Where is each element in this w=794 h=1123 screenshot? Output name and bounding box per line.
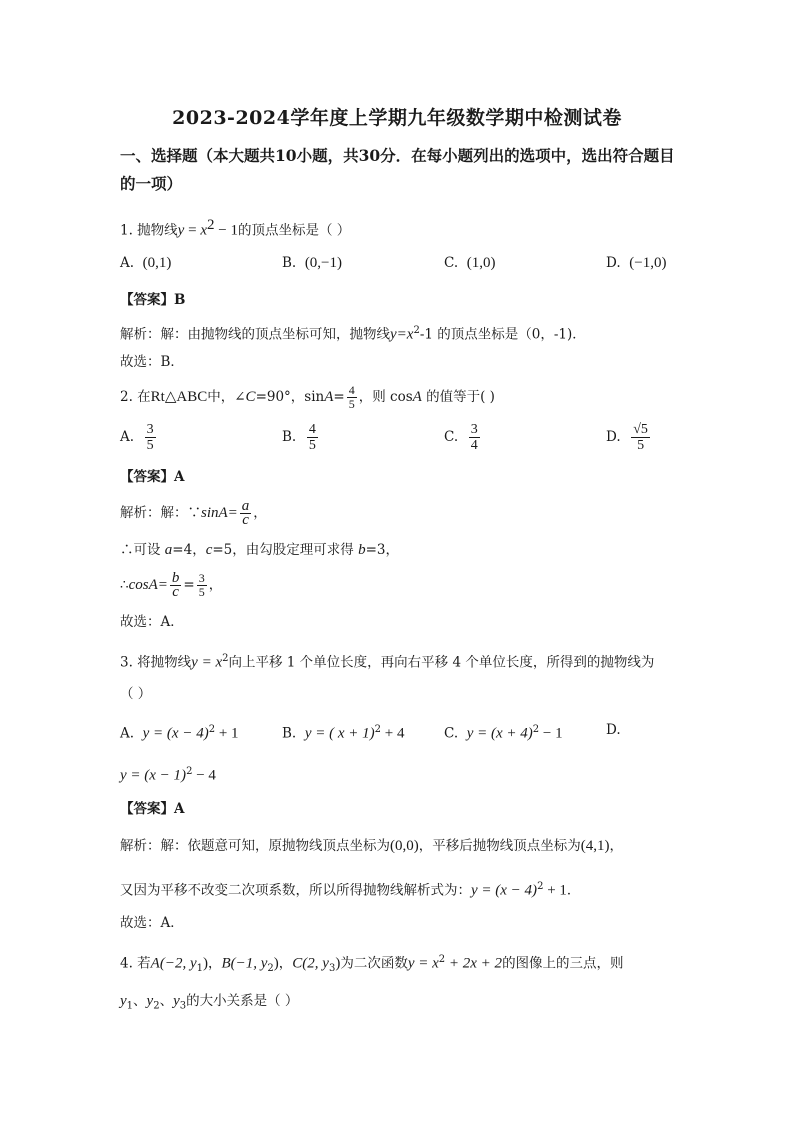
q3-option-d[interactable]: D. <box>606 722 621 738</box>
question-2-stem: 2. 在Rt△ABC中，∠C=90°，sinA= $\frac{4}{5}$ ，则 cosA 的值等于( ) <box>120 383 495 411</box>
q2-analysis-line-3: ∴cosA= $\frac{b}{c}$ = $\frac{3}{5}$ ， <box>120 570 223 600</box>
question-4-stem: 4. 若A(−2, $y_1$)，B(−1, $y_2$)，C(2, $y_3$)为二次函数$y = x^2 + 2x + 2$的图像上的三点，则 <box>120 954 624 975</box>
q1-analysis: 解析：解：由抛物线的顶点坐标可知，抛物线$y=x^2-1$ 的顶点坐标是（0，-1)． <box>120 325 586 343</box>
q1-option-b[interactable]: B. (0,−1) <box>282 255 343 271</box>
q3-analysis-line-2: 又因为平移不改变二次项系数，所以所得抛物线解析式为：$y = (x - 4)^2 + 1$． <box>120 881 581 899</box>
question-1-stem: 1. 抛物线$y = x^2 - 1$的顶点坐标是（ ） <box>120 217 351 239</box>
q2-option-b[interactable]: B. $\frac{4}{5}$ <box>282 422 316 453</box>
q2-option-d[interactable]: D. $\frac{√5}{5}$ <box>606 422 648 453</box>
q3-analysis-line-1: 解析：解：依题意可知，原抛物线顶点坐标为(0,0)，平移后抛物线顶点坐标为(4,1)， <box>120 838 623 854</box>
page-title: 2023-2024学年度上学期九年级数学期中检测试卷 <box>172 107 622 129</box>
q3-option-a[interactable]: A. $y = (x - 4)^2 + 1$ <box>120 724 239 742</box>
q3-option-b[interactable]: B. y = ( x + 1)$^2$ + 4 <box>282 724 405 742</box>
q2-analysis-line-1: 解析：解：∵sinA= $\frac{a}{c}$ ， <box>120 498 267 528</box>
q1-option-c[interactable]: C. (1,0) <box>444 255 496 271</box>
q2-option-c[interactable]: C. $\frac{3}{4}$ <box>444 422 478 453</box>
section-heading: 一、选择题（本大题共10小题，共30分．在每小题列出的选项中，选出符合题目的一项） <box>120 146 675 193</box>
question-3-paren: （ ） <box>120 686 152 702</box>
q3-conclusion: 故选：A． <box>120 915 184 931</box>
q2-option-a[interactable]: A. $\frac{3}{5}$ <box>120 422 154 453</box>
q3-answer: 【答案】A <box>120 801 185 817</box>
question-3-stem: 3. 将抛物线$y = x^2$向上平移 1 个单位长度，再向右平移 4 个单位长度，所得到的抛物线为 <box>120 653 655 671</box>
q3-option-d-value[interactable]: $y = (x - 1)^2 - 4$ <box>120 766 216 784</box>
q1-option-d[interactable]: D. (−1,0) <box>606 255 667 271</box>
question-4-stem-line-2: $y_1$、$y_2$、$y_3$的大小关系是（ ） <box>120 993 299 1012</box>
q2-analysis-line-2: ∴可设 a=4，c=5，由勾股定理可求得 b=3， <box>120 542 399 558</box>
q1-answer: 【答案】B <box>120 292 186 308</box>
q1-option-a[interactable]: A. (0,1) <box>120 255 172 271</box>
q2-answer: 【答案】A <box>120 469 185 485</box>
q2-conclusion: 故选：A． <box>120 614 184 630</box>
q3-option-c[interactable]: C. $y = (x + 4)^2 - 1$ <box>444 724 563 742</box>
q1-conclusion: 故选：B． <box>120 354 184 370</box>
